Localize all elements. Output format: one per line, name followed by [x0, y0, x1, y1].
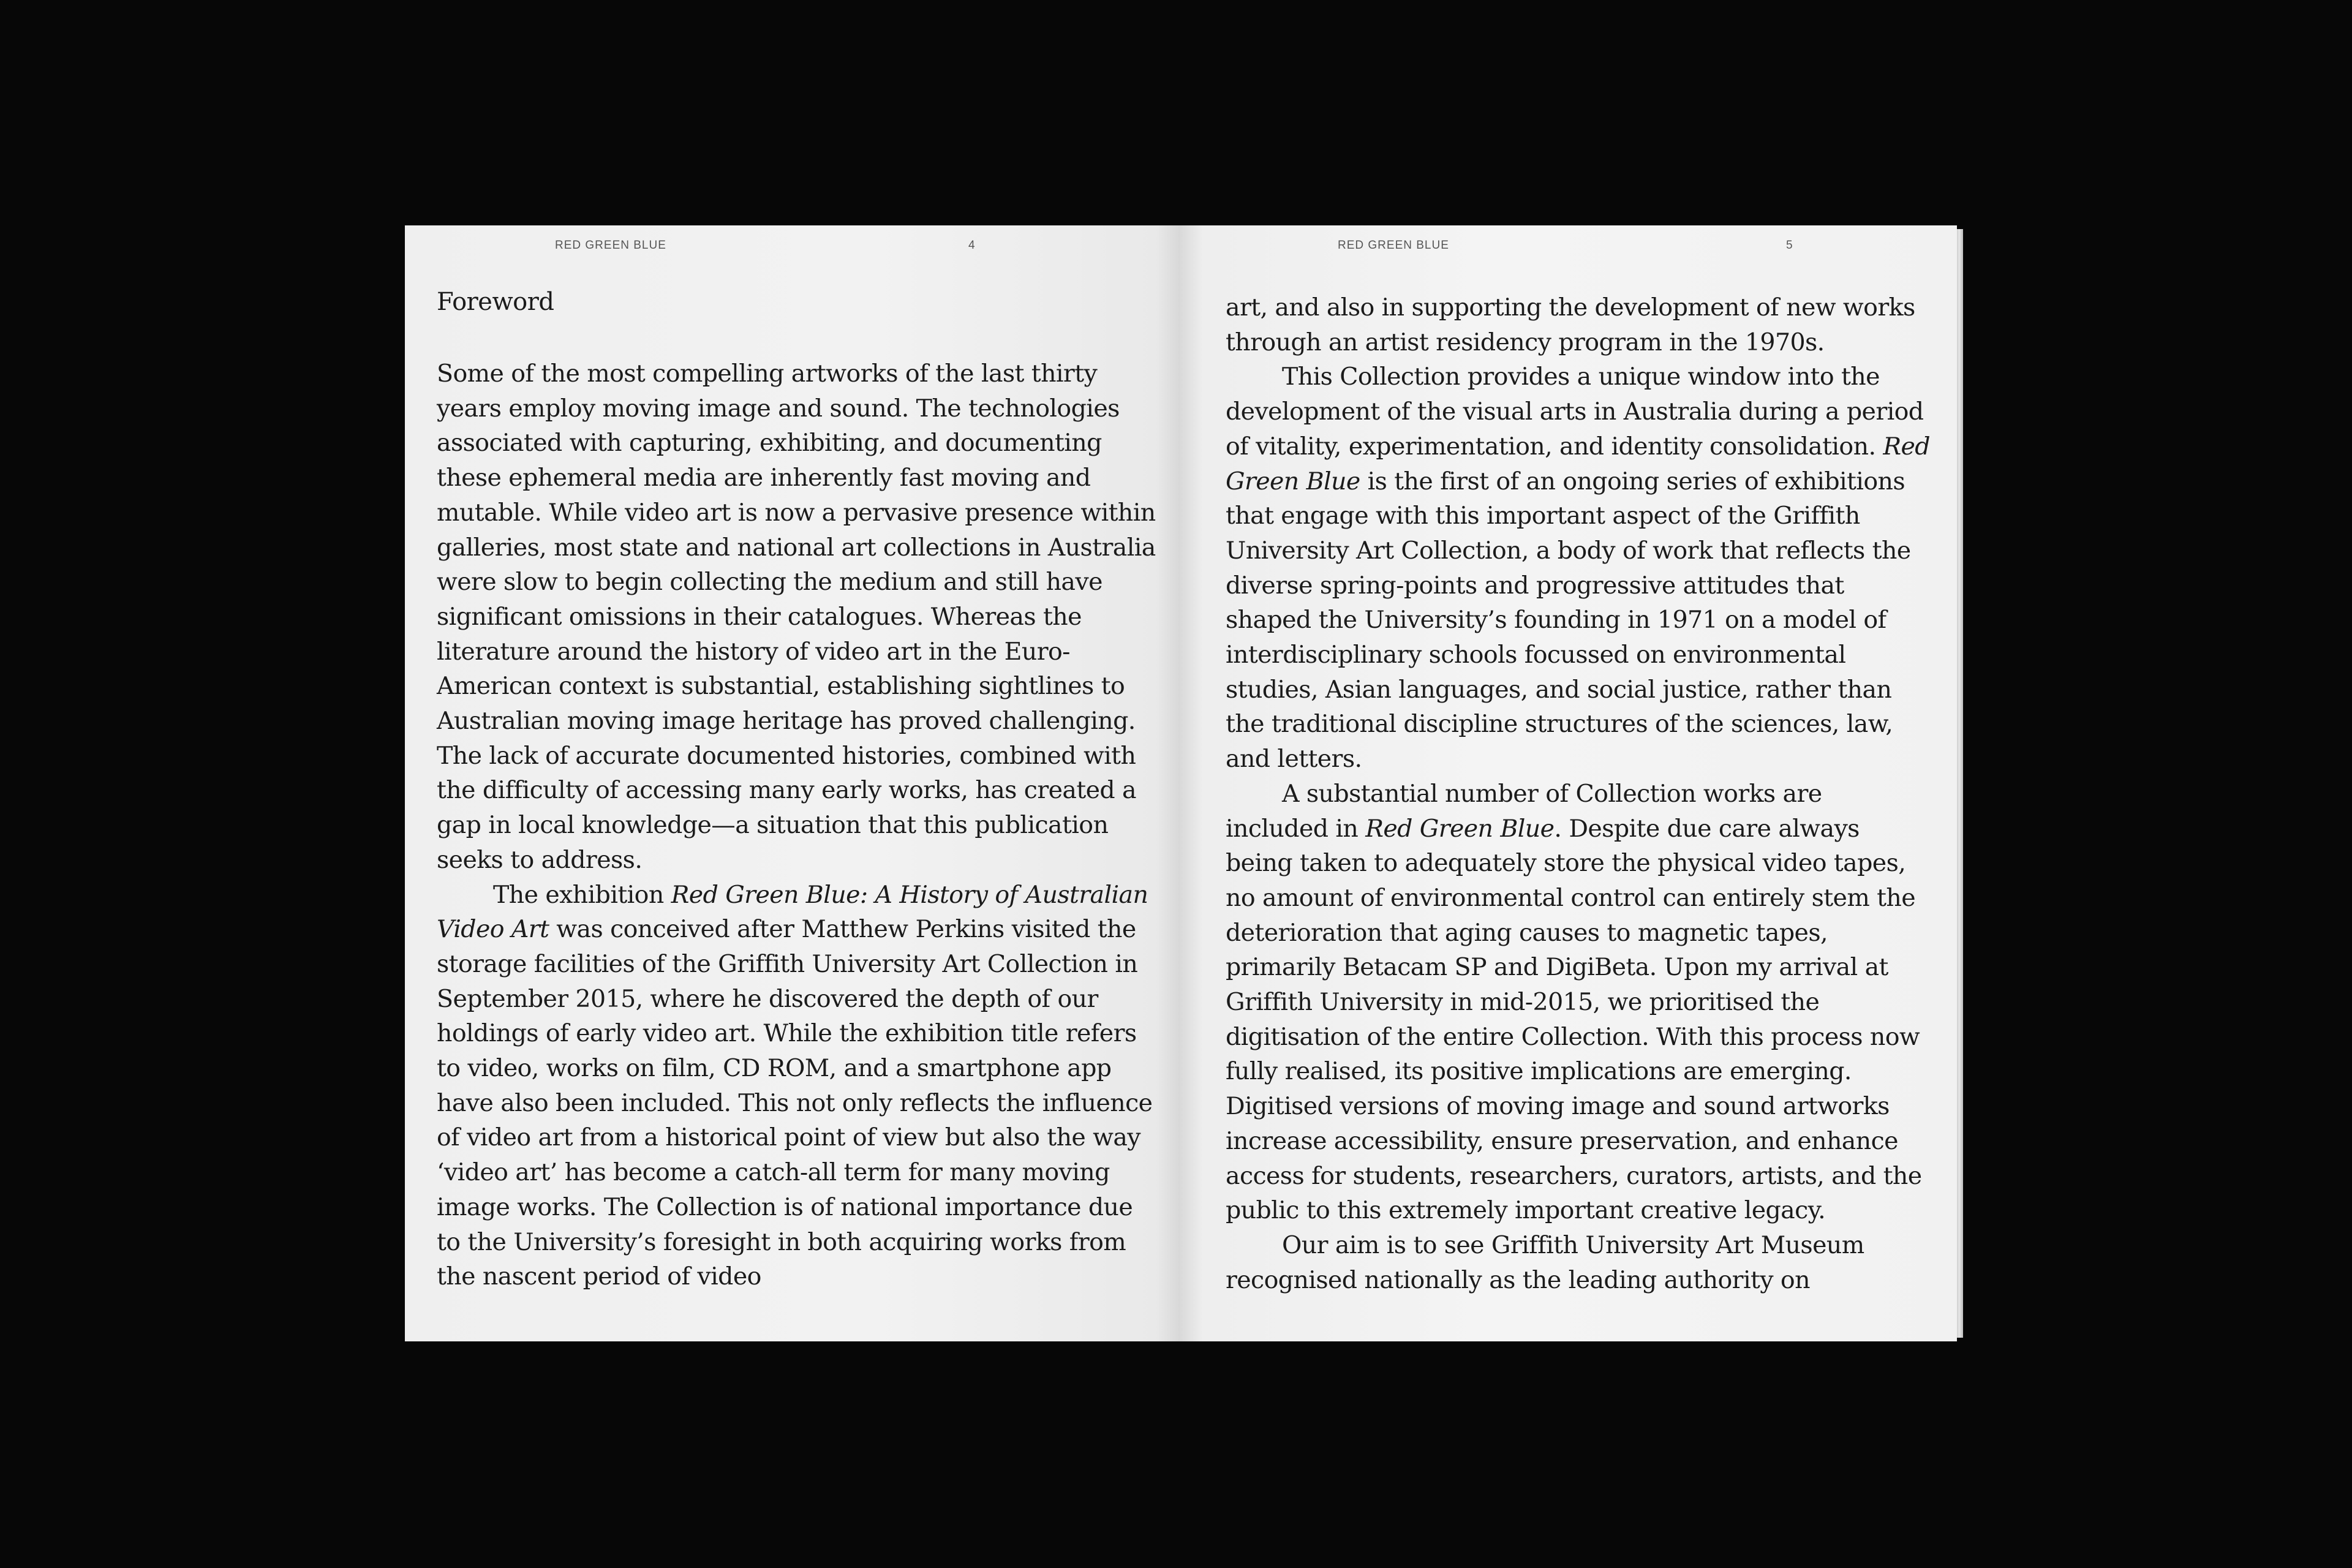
text-run: was conceived after Matthew Perkins visited the storage facilities of the Griffith University Art Collection in September 2015, where he discovered the depth of our holdings of early video art. While the exhibition title refers to video, works on film, CD ROM, and a smartphone app have also been included. This not only reflects the influence of video art from a historical point of view but also the way ‘video art’ has become a catch-all term for many moving image works. The Collection is of national importance due to the University’s foresight in both acquiring works from the nascent period of video	[437, 915, 1153, 1291]
left-body-text	[437, 356, 1156, 1294]
text-run: art, and also in supporting the development of new works through an artist residency program in the 1970s.	[1226, 293, 1915, 356]
section-title: Foreword	[437, 288, 554, 316]
italic-title-run: Red Green Blue	[1365, 814, 1555, 843]
booklet-spread	[405, 225, 1957, 1341]
italic-title-run: Red Green Blue: A History of Australian Video Art	[437, 880, 1148, 944]
left-page	[405, 225, 1180, 1341]
page-edges	[1957, 229, 1963, 1338]
text-run: This Collection provides a unique window into the development of the visual arts in Australia during a period of vitality, experimentation, and identity consolidation.	[1226, 363, 1924, 461]
right-body-text	[1226, 290, 1930, 1297]
paragraph	[1226, 360, 1930, 776]
text-run: . Despite due care always being taken to adequately store the physical video tapes, no amount of environmental control can entirely stem the deterioration that aging causes to magnetic tapes, primarily Betacam SP and DigiBeta. Upon my arrival at Griffith University in mid-2015, we prioritised the digitisation of the entire Collection. With this process now fully realised, its positive implications are emerging. Digitised versions of moving image and sound artworks increase accessibility, ensure preservation, and enhance access for students, researchers, curators, artists, and the public to this extremely important creative legacy.	[1226, 814, 1922, 1225]
text-run: The exhibition	[493, 880, 671, 909]
paragraph	[437, 356, 1156, 878]
page-number: 4	[968, 239, 975, 252]
right-page	[1180, 225, 1957, 1341]
text-run: is the first of an ongoing series of exhibitions that engage with this important aspect of the Griffith University Art Collection, a body of work that reflects the diverse spring-points and progressive attitudes that shaped the University’s founding in 1971 on a model of interdisciplinary schools focussed on environmental studies, Asian languages, and social justice, rather than the traditional discipline structures of the sciences, law, and letters.	[1226, 467, 1911, 774]
text-run: Our aim is to see Griffith University Art Museum recognised nationally as the leading authority on	[1226, 1231, 1864, 1294]
paragraph	[1226, 777, 1930, 1228]
running-head: RED GREEN BLUE	[1338, 239, 1449, 252]
running-head: RED GREEN BLUE	[555, 239, 666, 252]
text-run: A substantial number of Collection works are included in	[1226, 779, 1822, 843]
italic-title-run: Red Green Blue	[1226, 432, 1930, 496]
page-number: 5	[1786, 239, 1793, 252]
paragraph	[437, 878, 1156, 1294]
text-run: Some of the most compelling artworks of the last thirty years employ moving image and sound. The technologies associated with capturing, exhibiting, and documenting these ephemeral media are inherently fast moving and mutable. While video art is now a pervasive presence within galleries, most state and national art collections in Australia were slow to begin collecting the medium and still have significant omissions in their catalogues. Whereas the literature around the history of video art in the Euro-American context is substantial, establishing sightlines to Australian moving image heritage has proved challenging. The lack of accurate documented histories, combined with the difficulty of accessing many early works, has created a gap in local knowledge—a situation that this publication seeks to address.	[437, 360, 1156, 874]
paragraph	[1226, 1228, 1930, 1297]
paragraph	[1226, 290, 1930, 360]
